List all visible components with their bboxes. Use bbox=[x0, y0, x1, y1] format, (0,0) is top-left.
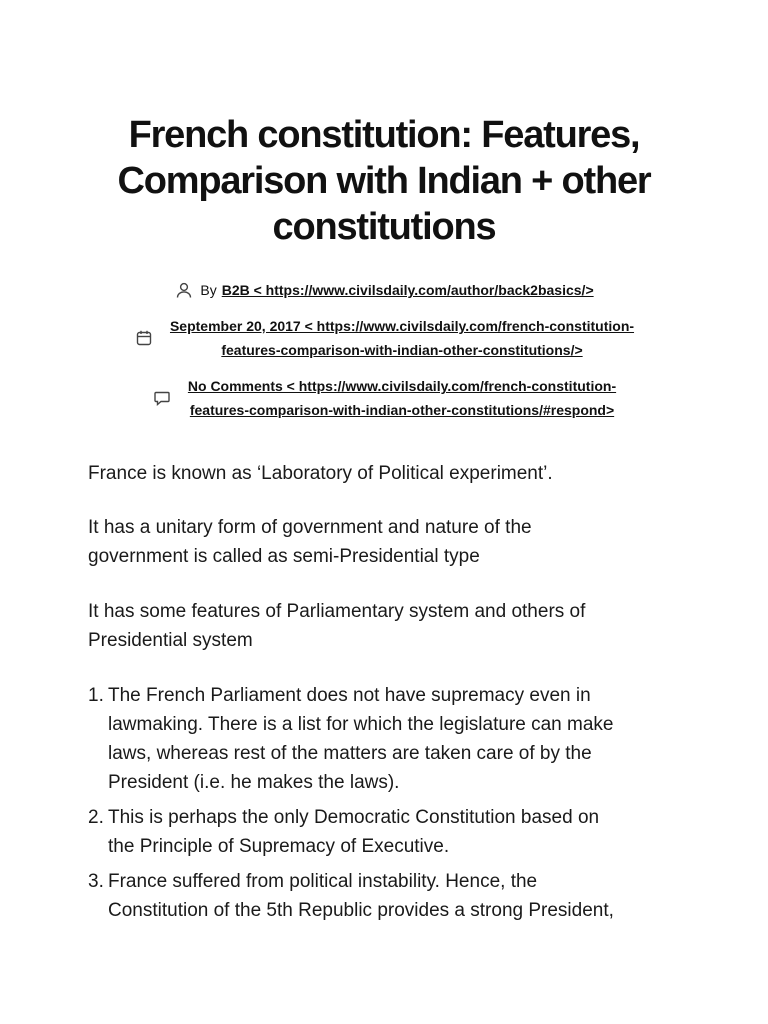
date-link[interactable] bbox=[170, 314, 634, 362]
paragraph-laboratory: France is known as ‘Laboratory of Political experiment’. bbox=[88, 463, 553, 484]
article-title-line-1: French constitution: Features, bbox=[128, 114, 640, 156]
list-item bbox=[88, 803, 688, 861]
list-item-line: The French Parliament does not have supremacy even in bbox=[108, 685, 591, 706]
article-title bbox=[60, 112, 708, 250]
list-item-number: 2. bbox=[88, 807, 104, 828]
list-item-text bbox=[108, 681, 688, 797]
paragraph-unitary-government bbox=[88, 513, 688, 571]
paragraph-unitary-line-2: government is called as semi-Presidential type bbox=[88, 546, 480, 567]
list-item-text bbox=[108, 867, 688, 925]
list-item bbox=[88, 681, 688, 797]
paragraph-unitary-line-1: It has a unitary form of government and nature of the bbox=[88, 517, 532, 538]
list-item-line: laws, whereas rest of the matters are taken care of by the bbox=[108, 743, 592, 764]
list-item-line: Constitution of the 5th Republic provides a strong President, bbox=[108, 900, 614, 921]
features-list bbox=[88, 681, 688, 931]
list-item-line: the Principle of Supremacy of Executive. bbox=[108, 836, 450, 857]
author-prefix: By bbox=[200, 282, 217, 298]
date-meta bbox=[0, 314, 768, 362]
list-item bbox=[88, 867, 688, 925]
date-link-line-2: features-comparison-with-indian-other-constitutions/> bbox=[221, 342, 583, 358]
list-item-number: 1. bbox=[88, 685, 104, 706]
paragraph-parliamentary-line-2: Presidential system bbox=[88, 630, 253, 651]
calendar-icon bbox=[134, 328, 154, 348]
comments-meta bbox=[0, 374, 768, 422]
comments-link[interactable] bbox=[188, 374, 616, 422]
author-link[interactable]: B2B < https://www.civilsdaily.com/author/back2basics/> bbox=[221, 282, 594, 298]
list-item-text bbox=[108, 803, 688, 861]
user-icon bbox=[174, 280, 194, 300]
list-item-line: lawmaking. There is a list for which the legislature can make bbox=[108, 714, 614, 735]
paragraph-parliamentary-features bbox=[88, 597, 688, 655]
list-item-line: This is perhaps the only Democratic Constitution based on bbox=[108, 807, 600, 828]
article-title-line-3: constitutions bbox=[272, 206, 496, 248]
date-link-line-1: September 20, 2017 < https://www.civilsdaily.com/french-constitution- bbox=[169, 318, 635, 334]
paragraph-parliamentary-line-1: It has some features of Parliamentary system and others of bbox=[88, 601, 586, 622]
list-item-line: President (i.e. he makes the laws). bbox=[108, 772, 400, 793]
author-meta bbox=[0, 278, 768, 302]
list-item-line: France suffered from political instability. Hence, the bbox=[108, 871, 538, 892]
comment-icon bbox=[152, 388, 172, 408]
comments-link-line-2: features-comparison-with-indian-other-constitutions/#respond> bbox=[189, 402, 615, 418]
comments-link-line-1: No Comments < https://www.civilsdaily.com/french-constitution- bbox=[187, 378, 617, 394]
list-item-number: 3. bbox=[88, 871, 104, 892]
article-title-line-2: Comparison with Indian + other bbox=[117, 160, 651, 202]
